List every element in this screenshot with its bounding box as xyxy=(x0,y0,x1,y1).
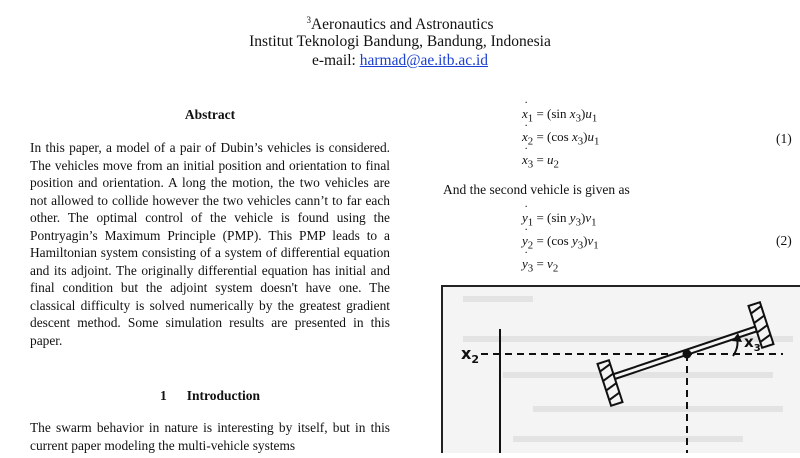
eq-arg-sub: 3 xyxy=(577,239,584,252)
x3-label: $x_3$ xyxy=(744,333,761,354)
eq-arg-sub: 3 xyxy=(575,112,581,125)
introduction-heading xyxy=(30,388,390,404)
eq-rhs-close: ) xyxy=(583,233,588,248)
equation-2-line-2 xyxy=(522,233,599,252)
eq-arg-var: x xyxy=(571,129,578,144)
equation-1-line-3 xyxy=(522,152,559,171)
eq-lhs-var: ˙ x xyxy=(522,152,528,168)
eq-rhs-equals: = xyxy=(536,152,544,167)
abstract-heading: Abstract xyxy=(184,107,236,122)
eq-lhs-var: ˙ y xyxy=(522,256,528,272)
eq-ctrl-sub: 2 xyxy=(552,262,559,275)
affiliation-department: Aeronautics and Astronautics xyxy=(310,16,494,34)
vehicle-diagram xyxy=(443,287,800,453)
equation-2-line-1 xyxy=(522,210,597,229)
eq-ctrl-var: u xyxy=(587,129,594,144)
second-vehicle-text: And the second vehicle is given as xyxy=(443,182,630,197)
eq-lhs-sub: 2 xyxy=(527,135,534,148)
eq-ctrl-sub: 1 xyxy=(591,112,598,125)
x2-label: $x_2$ xyxy=(461,344,479,366)
eq-arg-var: x xyxy=(569,106,576,121)
eq-ctrl-var: v xyxy=(585,210,592,225)
email-label: e-mail: xyxy=(311,52,356,69)
vehicle-center-point xyxy=(683,350,692,359)
introduction-text: The swarm behavior in nature is interesting by itself, but in this current paper modeling the multi-vehicle systems xyxy=(30,420,390,453)
equation-2-line-3 xyxy=(522,256,558,275)
eq-arg-sub: 3 xyxy=(577,135,584,148)
eq-lhs-sub: 1 xyxy=(527,112,534,125)
eq-ctrl-var: u xyxy=(585,106,592,121)
eq-arg-var: y xyxy=(571,233,578,248)
eq-rhs-open: = (cos xyxy=(536,129,569,144)
eq-rhs-equals: = xyxy=(536,256,544,271)
institution-line: Institut Teknologi Bandung, Bandung, Indonesia xyxy=(249,33,551,50)
eq-lhs-var: ˙ y xyxy=(522,233,528,249)
eq-lhs-sub: 3 xyxy=(527,158,534,171)
eq-rhs-open: = (sin xyxy=(536,210,567,225)
email-link[interactable]: harmad@ae.itb.ac.id xyxy=(359,52,489,69)
eq-lhs-var: ˙ x xyxy=(522,129,528,145)
email-line xyxy=(0,51,800,70)
eq-rhs-close: ) xyxy=(581,106,586,121)
eq-rhs-close: ) xyxy=(583,129,588,144)
eq-ctrl-sub: 1 xyxy=(593,239,599,252)
section-number: 1 xyxy=(159,388,167,403)
eq-lhs-var: ˙ y xyxy=(522,210,528,226)
eq-rhs-open: = (cos xyxy=(536,233,569,248)
eq-ctrl-sub: 1 xyxy=(591,216,597,229)
affiliation-superscript: 3 xyxy=(306,15,311,25)
eq-ctrl-var: u xyxy=(547,152,554,167)
section-title: Introduction xyxy=(186,388,261,403)
equation-1-line-2 xyxy=(522,129,599,148)
eq-arg-sub: 3 xyxy=(575,216,581,229)
eq-lhs-sub: 1 xyxy=(527,216,534,229)
equation-1-line-1 xyxy=(522,106,597,125)
eq-lhs-sub: 2 xyxy=(527,239,534,252)
eq-lhs-var: ˙ x xyxy=(522,106,528,122)
eq-rhs-close: ) xyxy=(581,210,586,225)
left-wheel xyxy=(597,360,622,406)
eq-ctrl-sub: 2 xyxy=(553,158,559,171)
eq-arg-var: y xyxy=(569,210,576,225)
affiliation-line xyxy=(0,11,800,34)
eq-rhs-open: = (sin xyxy=(536,106,567,121)
eq-ctrl-sub: 1 xyxy=(594,135,600,148)
equation-1-number: (1) xyxy=(776,131,792,146)
abstract-text: In this paper, a model of a pair of Dubin’s vehicles is considered. The vehicles move from an initial position and orientation to final position and orientation. A long the motion, the two vehicles are not allowed to collide however the two vehicles cann’t to far each other. The optimal control of the vehicle is found using the Pontryagin’s Maximum Principle (PMP). This PMP leads to a Hamiltonian system consisting of a system of differential equation and its adjoint. The originally differential equation has initial and final condition but the adjoint system doesn't have one. The classical difficulty is solved numerically by the greatest gradient descent method. Some simulation results are presented in this paper. xyxy=(30,140,390,348)
vehicle-figure xyxy=(441,285,800,453)
eq-ctrl-var: v xyxy=(547,256,553,271)
equation-2-number: (2) xyxy=(776,233,792,248)
eq-lhs-sub: 3 xyxy=(527,262,534,275)
eq-ctrl-var: v xyxy=(587,233,594,248)
